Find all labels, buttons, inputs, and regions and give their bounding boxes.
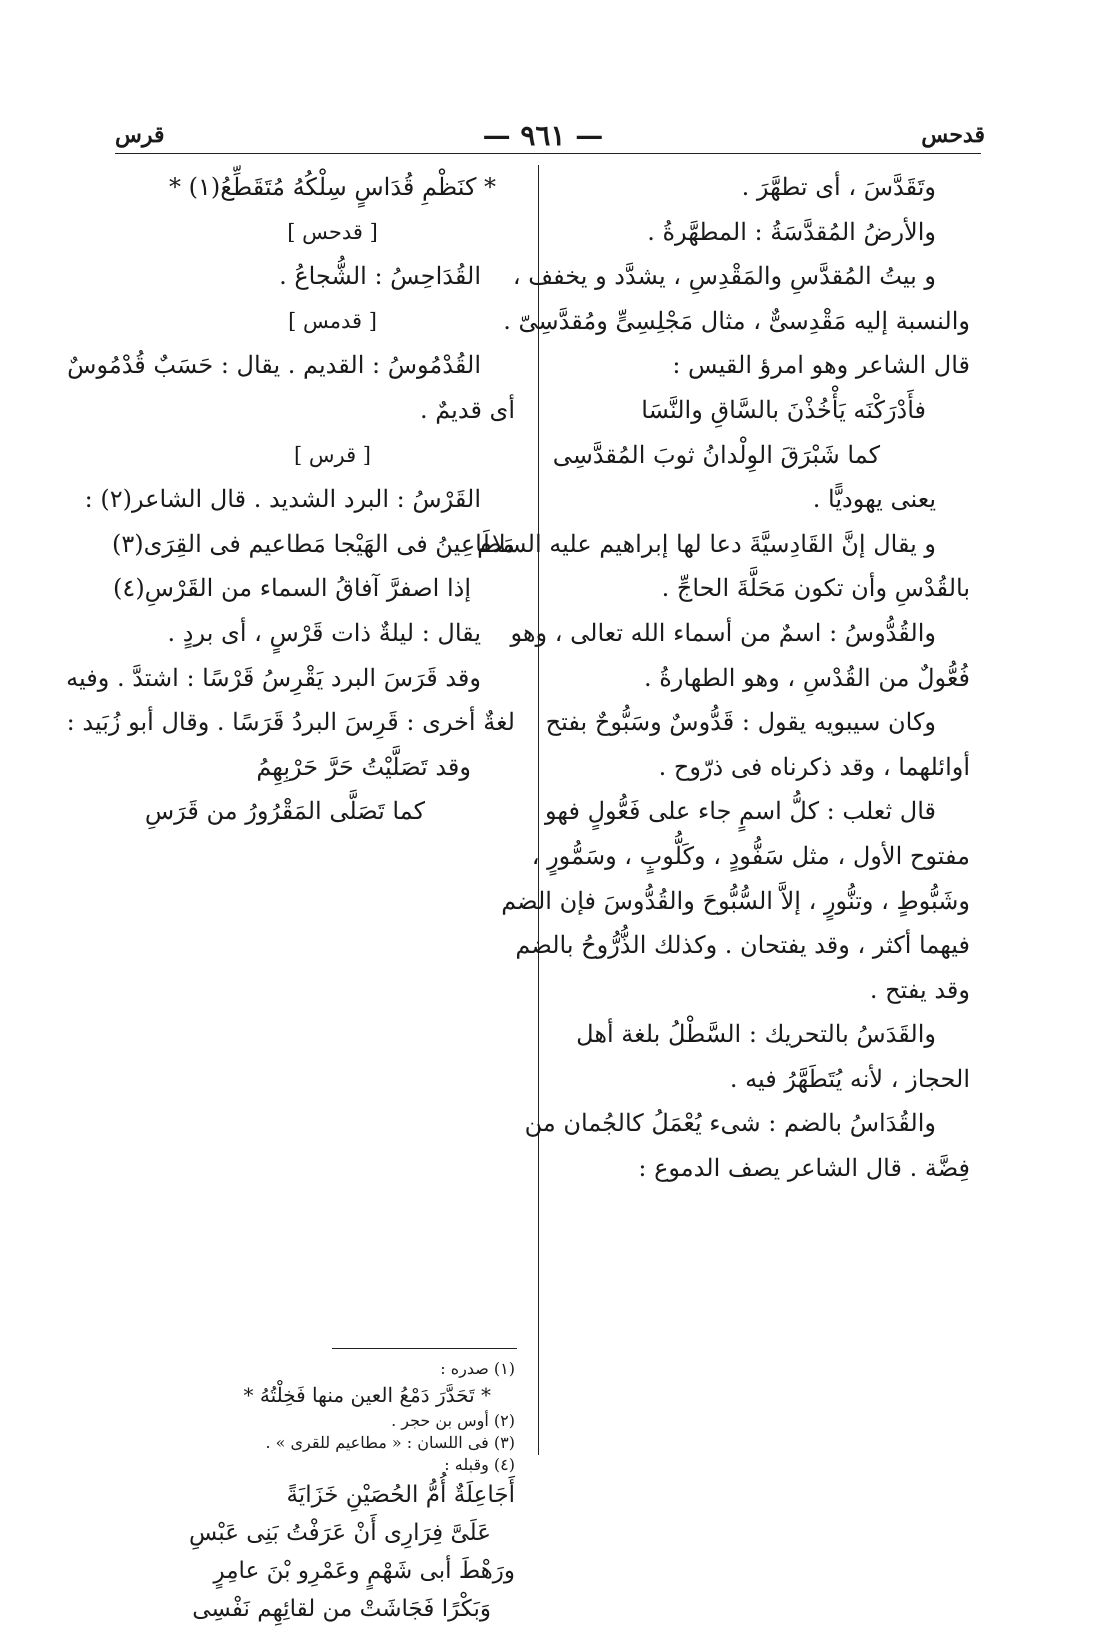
header-left-entry: قرس: [115, 122, 165, 148]
text-line: القَرْسُ : البرد الشديد . قال الشاعر(٢) :: [84, 485, 481, 514]
text-line: القُدْمُوسُ : القديم . يقال : حَسَبٌ قُدْمُوسٌ: [67, 351, 481, 380]
text-line: وكان سيبويه يقول : قَدُّوسٌ وسَبُّوحٌ بفتح: [545, 708, 936, 737]
text-line: إذا اصفرَّ آفاقُ السماء من القَرْسِ(٤): [113, 574, 471, 603]
column-divider: [538, 165, 539, 1455]
text-line: وقد تَصَلَّيْتُ حَرَّ حَرْبِهِمُ: [256, 752, 471, 781]
text-line: القُدَاحِسُ : الشُّجاعُ .: [279, 262, 481, 291]
text-line: فأَدْرَكْنَه يَأْخُذْنَ بالسَّاقِ والنَّسَا: [641, 395, 926, 424]
entry-heading: [ قدحس ]: [287, 219, 378, 244]
left-column: [66, 165, 515, 834]
footnote-poem-line: عَلَىَّ فِرَارِى أَنْ عَرَفْتُ بَنِى عَبْسِ: [188, 1520, 491, 1546]
text-line: والقَدَسُ بالتحريك : السَّطْلُ بلغة أهل: [576, 1020, 936, 1049]
text-line: فيهما أكثر ، وقد يفتحان . وكذلك الذُّرُّوحُ بالضم: [515, 931, 970, 960]
text-line: والأرضُ المُقدَّسَةُ : المطهَّرةُ .: [647, 217, 936, 246]
footnote-poem-line: ورَهْطَ أبى شَهْمٍ وعَمْرِو بْنَ عامِرٍ: [213, 1558, 515, 1584]
text-line: فُعُّولٌ من القُدْسِ ، وهو الطهارةُ .: [643, 663, 970, 692]
text-line: بالقُدْسِ وأن تكون مَحَلَّةَ الحاجِّ .: [661, 574, 970, 603]
footnote-2: (٢) أوس بن حجر .: [391, 1411, 515, 1430]
page-number: — ٩٦١ —: [482, 118, 604, 152]
text-line: كما شَبْرَقَ الوِلْدانُ ثوبَ المُقدَّسِى: [552, 440, 880, 469]
text-line: الحجاز ، لأنه يُتَطَهَّرُ فيه .: [729, 1064, 970, 1093]
text-line: وتَقَدَّسَ ، أى تطهَّرَ .: [741, 173, 936, 201]
entry-heading: [ قدمس ]: [288, 308, 377, 333]
footnote-rule: [332, 1348, 517, 1349]
text-line: قال الشاعر وهو امرؤ القيس :: [672, 351, 970, 380]
text-line: يعنى يهوديًّا .: [812, 485, 936, 514]
text-line: يقال : ليلةٌ ذات قَرْسٍ ، أى بردٍ .: [167, 618, 481, 647]
text-line: والقُدَاسُ بالضم : شىء يُعْمَلُ كالجُمان من: [524, 1109, 936, 1138]
text-line: و يقال إنَّ القَادِسيَّةَ دعا لها إبراهيم عليه السلام: [477, 529, 936, 558]
text-line: وقد يفتح .: [869, 975, 970, 1004]
text-line: والقُدُّوسُ : اسمٌ من أسماء الله تعالى ، وهو: [510, 618, 936, 647]
page-header: [115, 118, 985, 152]
text-line: أوائلهما ، وقد ذكرناه فى ذرّوح .: [658, 752, 970, 781]
footnote-1-label: (١) صدره :: [440, 1359, 515, 1378]
text-line: و بيتُ المُقدَّسِ والمَقْدِسِ ، يشدَّد و يخفف ،: [512, 262, 936, 291]
text-line: مَطَاعِينُ فى الهَيْجا مَطاعيم فى القِرَى(٣): [111, 529, 515, 558]
text-line: كما تَصَلَّى المَقْرُورُ من قَرَسِ: [144, 797, 425, 826]
footnote-poem-line: أَجَاعِلَةٌ أُمُّ الحُصَيْنِ خَزَايَةً: [286, 1482, 515, 1508]
header-right-entry: قدحس: [921, 122, 985, 148]
text-line: والنسبة إليه مَقْدِسىٌّ ، مثال مَجْلِسِىٍّ ومُقدَّسِىّ .: [503, 306, 970, 335]
text-line: مفتوح الأول ، مثل سَفُّودٍ ، وكَلُّوبٍ ، وسَمُّورٍ ،: [531, 841, 970, 870]
text-line: لغةٌ أخرى : قَرِسَ البردُ قَرَسًا . وقال أبو زُبَيد :: [66, 708, 515, 737]
text-line: قال ثعلب : كلُّ اسمٍ جاء على فَعُّولٍ فهو: [545, 797, 936, 826]
footnote-1-verse: * تَحَدَّرَ دَمْعُ العين منها فَخِلْتُهُ *: [243, 1383, 491, 1407]
entry-heading: [ قرس ]: [294, 442, 371, 467]
text-line: فِضَّة . قال الشاعر يصف الدموع :: [638, 1154, 970, 1183]
text-line: وشَبُّوطٍ ، وتنُّورٍ ، إلاَّ السُّبُّوحَ والقُدُّوسَ فإن الضم: [501, 886, 970, 915]
text-line: وقد قَرَسَ البرد يَقْرِسُ قَرْسًا : اشتدَّ . وفيه: [66, 663, 481, 692]
text-line: أى قديمٌ .: [419, 395, 515, 424]
footnotes: [150, 1358, 515, 1628]
header-rule: [115, 153, 981, 154]
footnote-4-label: (٤) وقبله :: [444, 1455, 515, 1474]
text-line: * كنَظْمِ قُدَاسٍ سِلْكُهُ مُتَقَطِّعُ(١) *: [168, 173, 496, 201]
footnote-3: (٣) فى اللسان : « مطاعيم للقرى » .: [265, 1433, 515, 1452]
footnote-poem-line: وَبَكْرًا فَجَاشَتْ من لقائِهِم نَفْسِى: [192, 1596, 491, 1622]
right-column: [477, 165, 970, 1191]
